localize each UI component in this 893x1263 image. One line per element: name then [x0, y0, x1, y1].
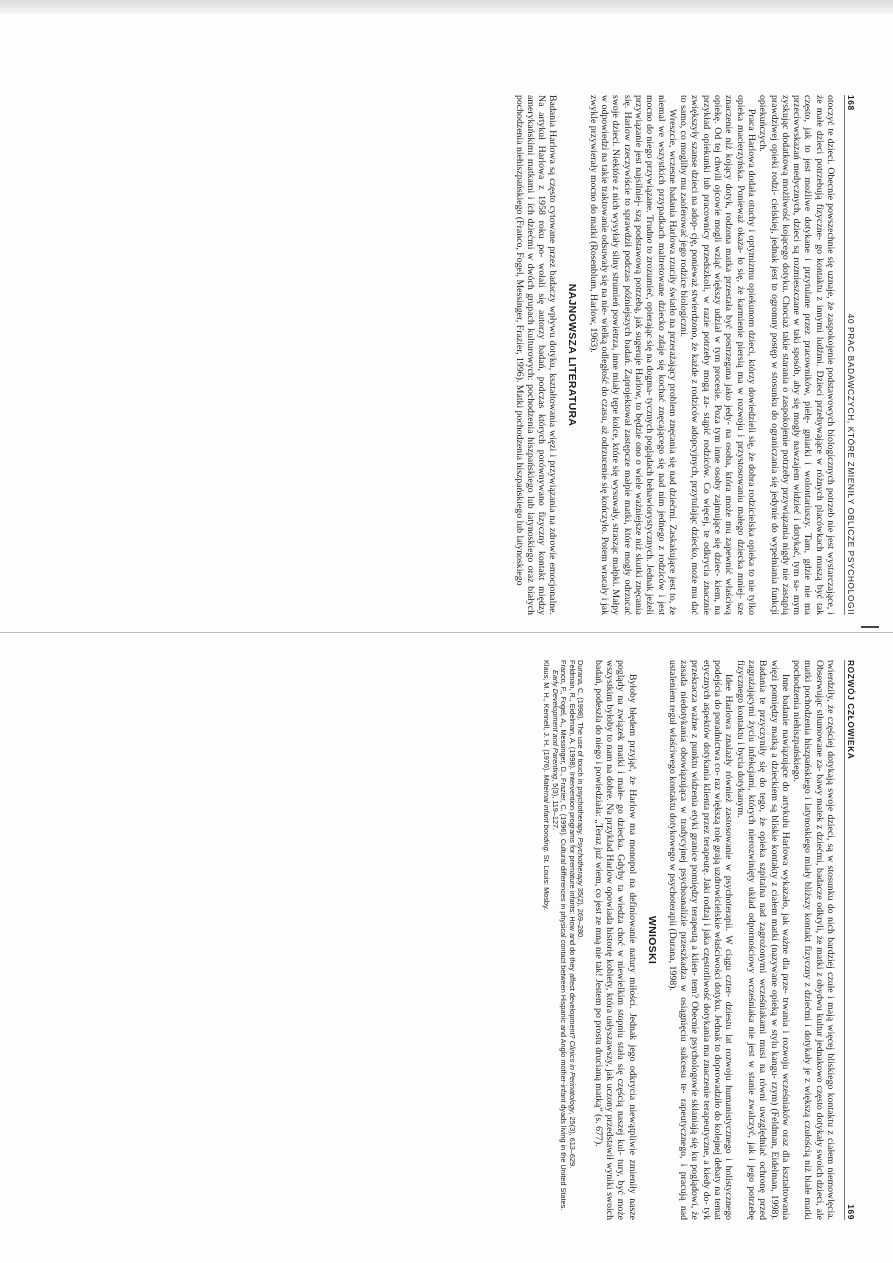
page-number: 169 [846, 1204, 856, 1220]
body-paragraph: otoczyć te dzieci. Obecnie powszechnie się uznaje, że zaspokojenie podstawowych biologicznych potrzeb nie jest wystarczające, i że małe dzieci potrzebują fizyczne- go kontaktu z innymi ludźmi. Dzieci przebywające w różnych placówkach muszą być tak często, jak to jest możliwe dotykane i przytulane przez pracowników, pielę- gniarki i wolontariuszy. Tam, gdzie nie ma przeciwwskazań medycznych, dzieci są rozmieszczane w taki sposób, aby się mogły nawzajem widzieć i dotykać, tym sa- mym zyskując dodatkową możliwość kojącego dotyku. Chociaż takie starania o zaspokojenie potrzeby przywiązania nigdy nie zastąpią prawdziwej opieki rodzi- cielskiej, jednak jest to ogromny postęp w stosunku do ograniczania się jedynie do wypełniania funkcji opiekuńczych. [757, 95, 836, 615]
reference-entry: Franco, F., Fogel, A., Messinger, D., Frazier, C. (1996). Cultural differences in physical contact between Hispanic and Anglo mother-infant dyads living in the United States. Early Development and Parenting, 5(3), 119–127. [550, 660, 569, 1211]
body-paragraph: Badania Harlowa są często cytowane przez badaczy wpływu dotyku, kształtowania więzi i przywiązania na zdrowie emocjonalne. Na artykuł Harlowa z 1958 roku po- wołali się autorzy badań, podczas których porównywano fizyczny kontakt między amerykańskimi matkami i ich dziećmi w dwóch grupach kulturowych: pochodzenia hiszpańskiego lub latynoskiego oraz białych pochodzenia niehiszpańskiego (Franco, Fogel, Messinger, Frazier, 1996). Matki pochodzenia hiszpańskiego lub latynoskiego [513, 95, 559, 615]
body-paragraph: twierdziły, że częściej dotykają swoje dzieci, są w stosunku do nich bardziej czułe i mają więcej bliskiego kontaktu z ciałem niemowlęcia. Obserwując stłumowane za- bawy matek z dziećmi, badacze odkryli, że matki z obydwu kultur jednakowo często dotykały swoich dzieci, ale matki pochodzenia hiszpańskiego i latynoskiego miały bliższy kontakt fizyczny z dziećmi i dotykały je z większą czułością niż białe matki pochodzenia niehiszpańskiego. [791, 660, 836, 1220]
reference-list [541, 660, 584, 1220]
running-header [844, 95, 856, 615]
scan-edge-shadow [0, 0, 893, 14]
running-title: ROZWÓJ CZŁOWIEKA [846, 660, 856, 760]
page-number: 168 [846, 95, 856, 111]
body-paragraph: Praca Harlowa dodała otuchy i optymizmu opiekunom dzieci, którzy dowiedzieli się, że dobra rodzicielska opieka to nie tylko opieka macierzyńska. Ponieważ okaza- ło się, że karmienie piersią ma w rozwoju i przystosowaniu małego dziecka mniej- sze znaczenie niż kojący dotyk, rodzona matka przestała być postrzegana jako jedy- na osoba, która może mu zapewnić właściwą opiekę. Od tej chwili ojcowie mogli wziąć większy udział w tym procesie. Poza tym inne osoby zajmujące się dziec- kiem, na przykład opiekunki lub pracownicy przedszkoli, w razie potrzeby mogą za- stąpić rodziców. Co więcej, te odkrycia znacznie zwiększyły szanse dzieci na adop- cję, ponieważ stwierdzono, że każde z rodziców adopcyjnych, przytulając dziecko, może mu dać to samo, co mogliby mu zaoferować jego rodzice biologiczni. [678, 95, 757, 615]
gutter-mark [861, 626, 879, 640]
body-paragraph: Inne badanie nawiązujące do artykułu Harlowa wykazało, jak ważne dla prze- trwania i rozwoju wcześniaków oraz dla kształtowania więzi pomiędzy matką a dzieckiem są bliskie kontakty z ciałem matki (nazywane opieką w stylu kangu- rzym) (Feldman, Eidelman, 1998). Badania te przyczyniły się do tego, że opieka szpitalna nad zagrożonymi wcześniakami musi na równi uwzględniać ochronę przed zagrażającymi życiu infekcjami, których nierozwinięty układ odpornościowy wcześniaka nie jest w stanie zwalczyć, jak i jego potrzebę fizycznego kontaktu i bycia dotykanym. [734, 660, 791, 1220]
running-header [844, 660, 856, 1220]
book-gutter [0, 632, 893, 633]
reference-entry: Klaus, M. H., Kennell, J. H. (1976). Maternal infant bonding. St. Louis: Mosby. [541, 660, 551, 911]
body-paragraph: Byłoby błędem przyjąć, że Harlow ma monopol na definiowanie natury miłości. Jednak jego odkrycia niewątpliwie zmieniły nasze poglądy na związek matki i małe- go dziecka. Gdyby ta wiedza choć w niewielkim stopniu stała się częścią naszej kul- tury, być może wszystkim byłoby to nam na dobre. Na przykład Harlow opowiada historię kobiety, która usłyszawszy, jak uczony przedstawił wyniki swoich badań, podeszła do niego i powiedziała: „Teraz już wiem, co jest ze mną nie tak! Jestem po prostu drucianą matką” (s. 677). [592, 660, 638, 1220]
book-page-169 [226, 660, 856, 1220]
reference-entry: Durana, C. (1998). The use of touch in psychotherapy. Psychotherapy 35(2), 269–280. [576, 660, 586, 940]
running-title: 40 PRAC BADAWCZYCH, KTÓRE ZMIENIŁY OBLICZE PSYCHOLOGII [846, 313, 856, 615]
body-paragraph: Wreszcie, wczesne badania Harlowa rzuciły światło na przerażający problem znęcania się nad dziećmi. Zaskakujące jest to, że niemal we wszystkich przypadkach maltretowane dziecko zdaje się kochać znęcającego się nad nim jednego z rodziców i jest mocno do niego przywiązane. Trudno to zrozumieć, opierając się na dogma- tycznych poglądach behawiorystycznych. Jednak jeżeli przywiązanie jest najsilniej- szą podstawową potrzebą, jak sugeruje Harlow, to będzie ono o wiele ważniejsze niż skutki znęcania się. Harlow rzeczywiście to sprawdził podczas późniejszych badań. Zaprojektował zastępcze małpie matki, które mogły odrzucać swoje dzieci. Niektóre z nich wysyłały silny strumień powietrza, inne miały tępe kolce, które się wysuwały, strasząc małpki. Małpy w odpowiedzi na takie traktowanie odsuwały się na nie- wielką odległość do czasu, aż odrzucenie się kończyło. Potem wracały i jak zwykle przywierały mocno do matki (Rosenblum, Harlow, 1963). [587, 95, 678, 615]
book-page-168 [226, 95, 856, 615]
body-paragraph: Idee Harlowa znalazły również zastosowanie w psychoterapii. W ciągu czter- dziestu lat rozwoju humanistycznego i holistycznego podejścia do poradnictwa co- raz większą rolę grają uzdrowicielskie właściwości dotyku. Jednak to doprowadziło do kolejnej debaty na temat etycznych aspektów dotykania klienta przez terapeutę. Jaki rodzaj i jaka częstotliwość dotykania ma znaczenie terapeutyczne, a kiedy do- tyk przekracza ważne z punktu widzenia etyki granice pomiędzy terapeutą a klien- tem? Obecnie psychologowie skłaniają się ku poglądowi, że zasada niedotykania obowiązująca w tradycyjnej psychoanalizie przeszkadza w osiągnięciu sukcesu te- rapeutycznego, i pracują nad ustaleniem reguł właściwego kontaktu dotykowego w psychoterapii (Durana, 1998). [666, 660, 735, 1220]
section-heading: NAJNOWSZA LITERATURA [566, 283, 579, 427]
section-heading: WNIOSKI [645, 915, 658, 965]
reference-entry: Feldman, R., Eidelman, A. (1998). Intervention programs for premature infants: How and do they affect development? Clinics in Perinatology, 25(3), 613–629. [567, 660, 577, 1169]
